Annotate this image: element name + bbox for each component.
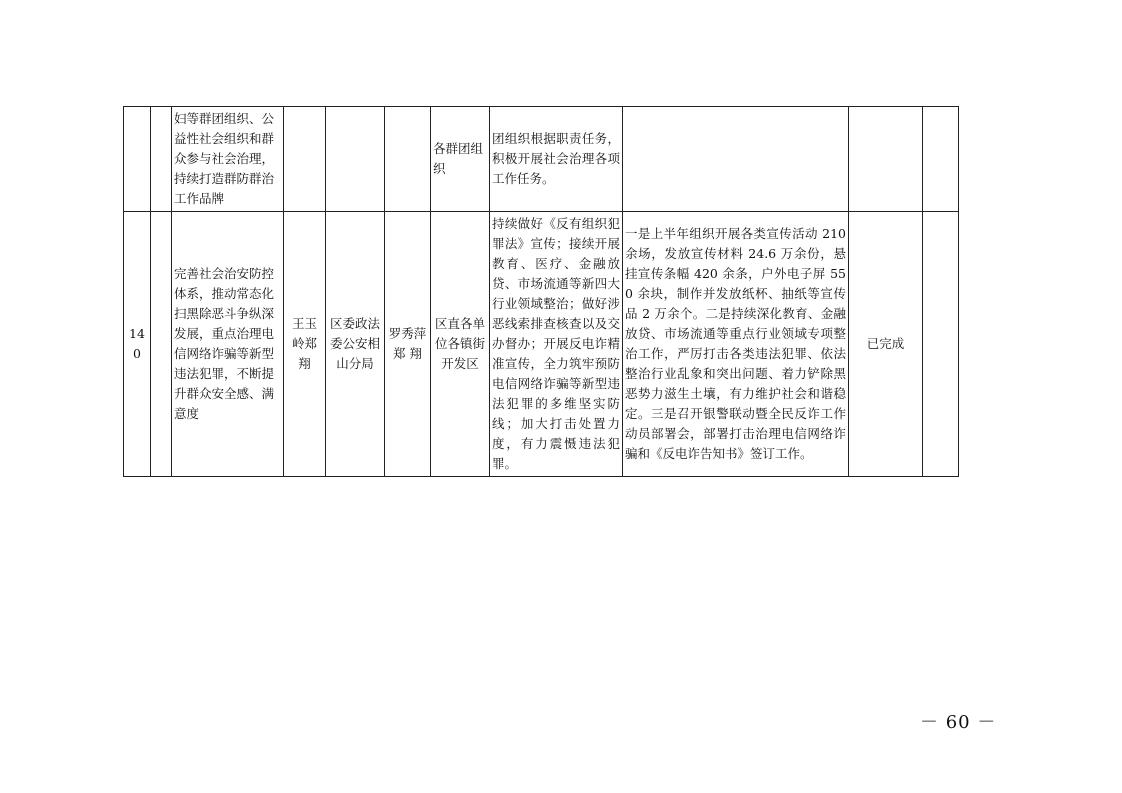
remarks-cell — [923, 107, 959, 212]
task-cell: 妇等群团组织、公益性社会组织和群众参与社会治理，持续打造群防群治工作品牌 — [172, 107, 284, 212]
table-row — [124, 212, 959, 477]
leader-cell: 王玉岭郑翔 — [284, 212, 326, 477]
table-row — [124, 107, 959, 212]
progress-cell: 一是上半年组织开展各类宣传活动 210 余场，发放宣传材料 24.6 万余份，悬挂宣传条幅 420 余条，户外电子屏 550 余块，制作并发放纸杯、抽纸等宣传品 2 万余个。二是持续深化教育、金融放贷、市场流通等重点行业领域专项整治工作，严厉打击各类违法犯罪、依法整治行业乱象和突出问题、着力铲除黑恶势力滋生土壤，有力维护社会和谐稳定。三是召开银警联动暨全民反诈工作动员部署会，部署打击治理电信网络诈骗和《反电诈告知书》签订工作。 — [623, 212, 849, 477]
lead-unit-cell — [326, 107, 385, 212]
status-cell: 已完成 — [849, 212, 923, 477]
blank-cell — [151, 107, 172, 212]
measures-cell: 团组织根据职责任务，积极开展社会治理各项工作任务。 — [490, 107, 623, 212]
responsible-person-cell — [385, 107, 431, 212]
cooperating-units-cell: 各群团组织 — [431, 107, 490, 212]
row-number-cell: 140 — [124, 212, 151, 477]
leader-cell — [284, 107, 326, 212]
row-number-cell — [124, 107, 151, 212]
responsible-person-cell: 罗秀萍郑 翔 — [385, 212, 431, 477]
task-cell: 完善社会治安防控体系，推动常态化扫黑除恶斗争纵深发展，重点治理电信网络诈骗等新型违法犯罪，不断提升群众安全感、满意度 — [172, 212, 284, 477]
work-progress-table — [123, 106, 959, 477]
cooperating-units-cell: 区直各单位各镇街开发区 — [431, 212, 490, 477]
measures-cell: 持续做好《反有组织犯罪法》宣传；接续开展教育、医疗、金融放贷、市场流通等新四大行业领域整治；做好涉恶线索排查核查以及交办督办；开展反电诈精准宣传，全力筑牢预防电信网络诈骗等新型违法犯罪的多维坚实防线；加大打击处置力度，有力震慑违法犯罪。 — [490, 212, 623, 477]
remarks-cell — [923, 212, 959, 477]
blank-cell — [151, 212, 172, 477]
status-cell — [849, 107, 923, 212]
page-number: － 60 － — [920, 712, 997, 733]
lead-unit-cell: 区委政法委公安相山分局 — [326, 212, 385, 477]
progress-cell — [623, 107, 849, 212]
